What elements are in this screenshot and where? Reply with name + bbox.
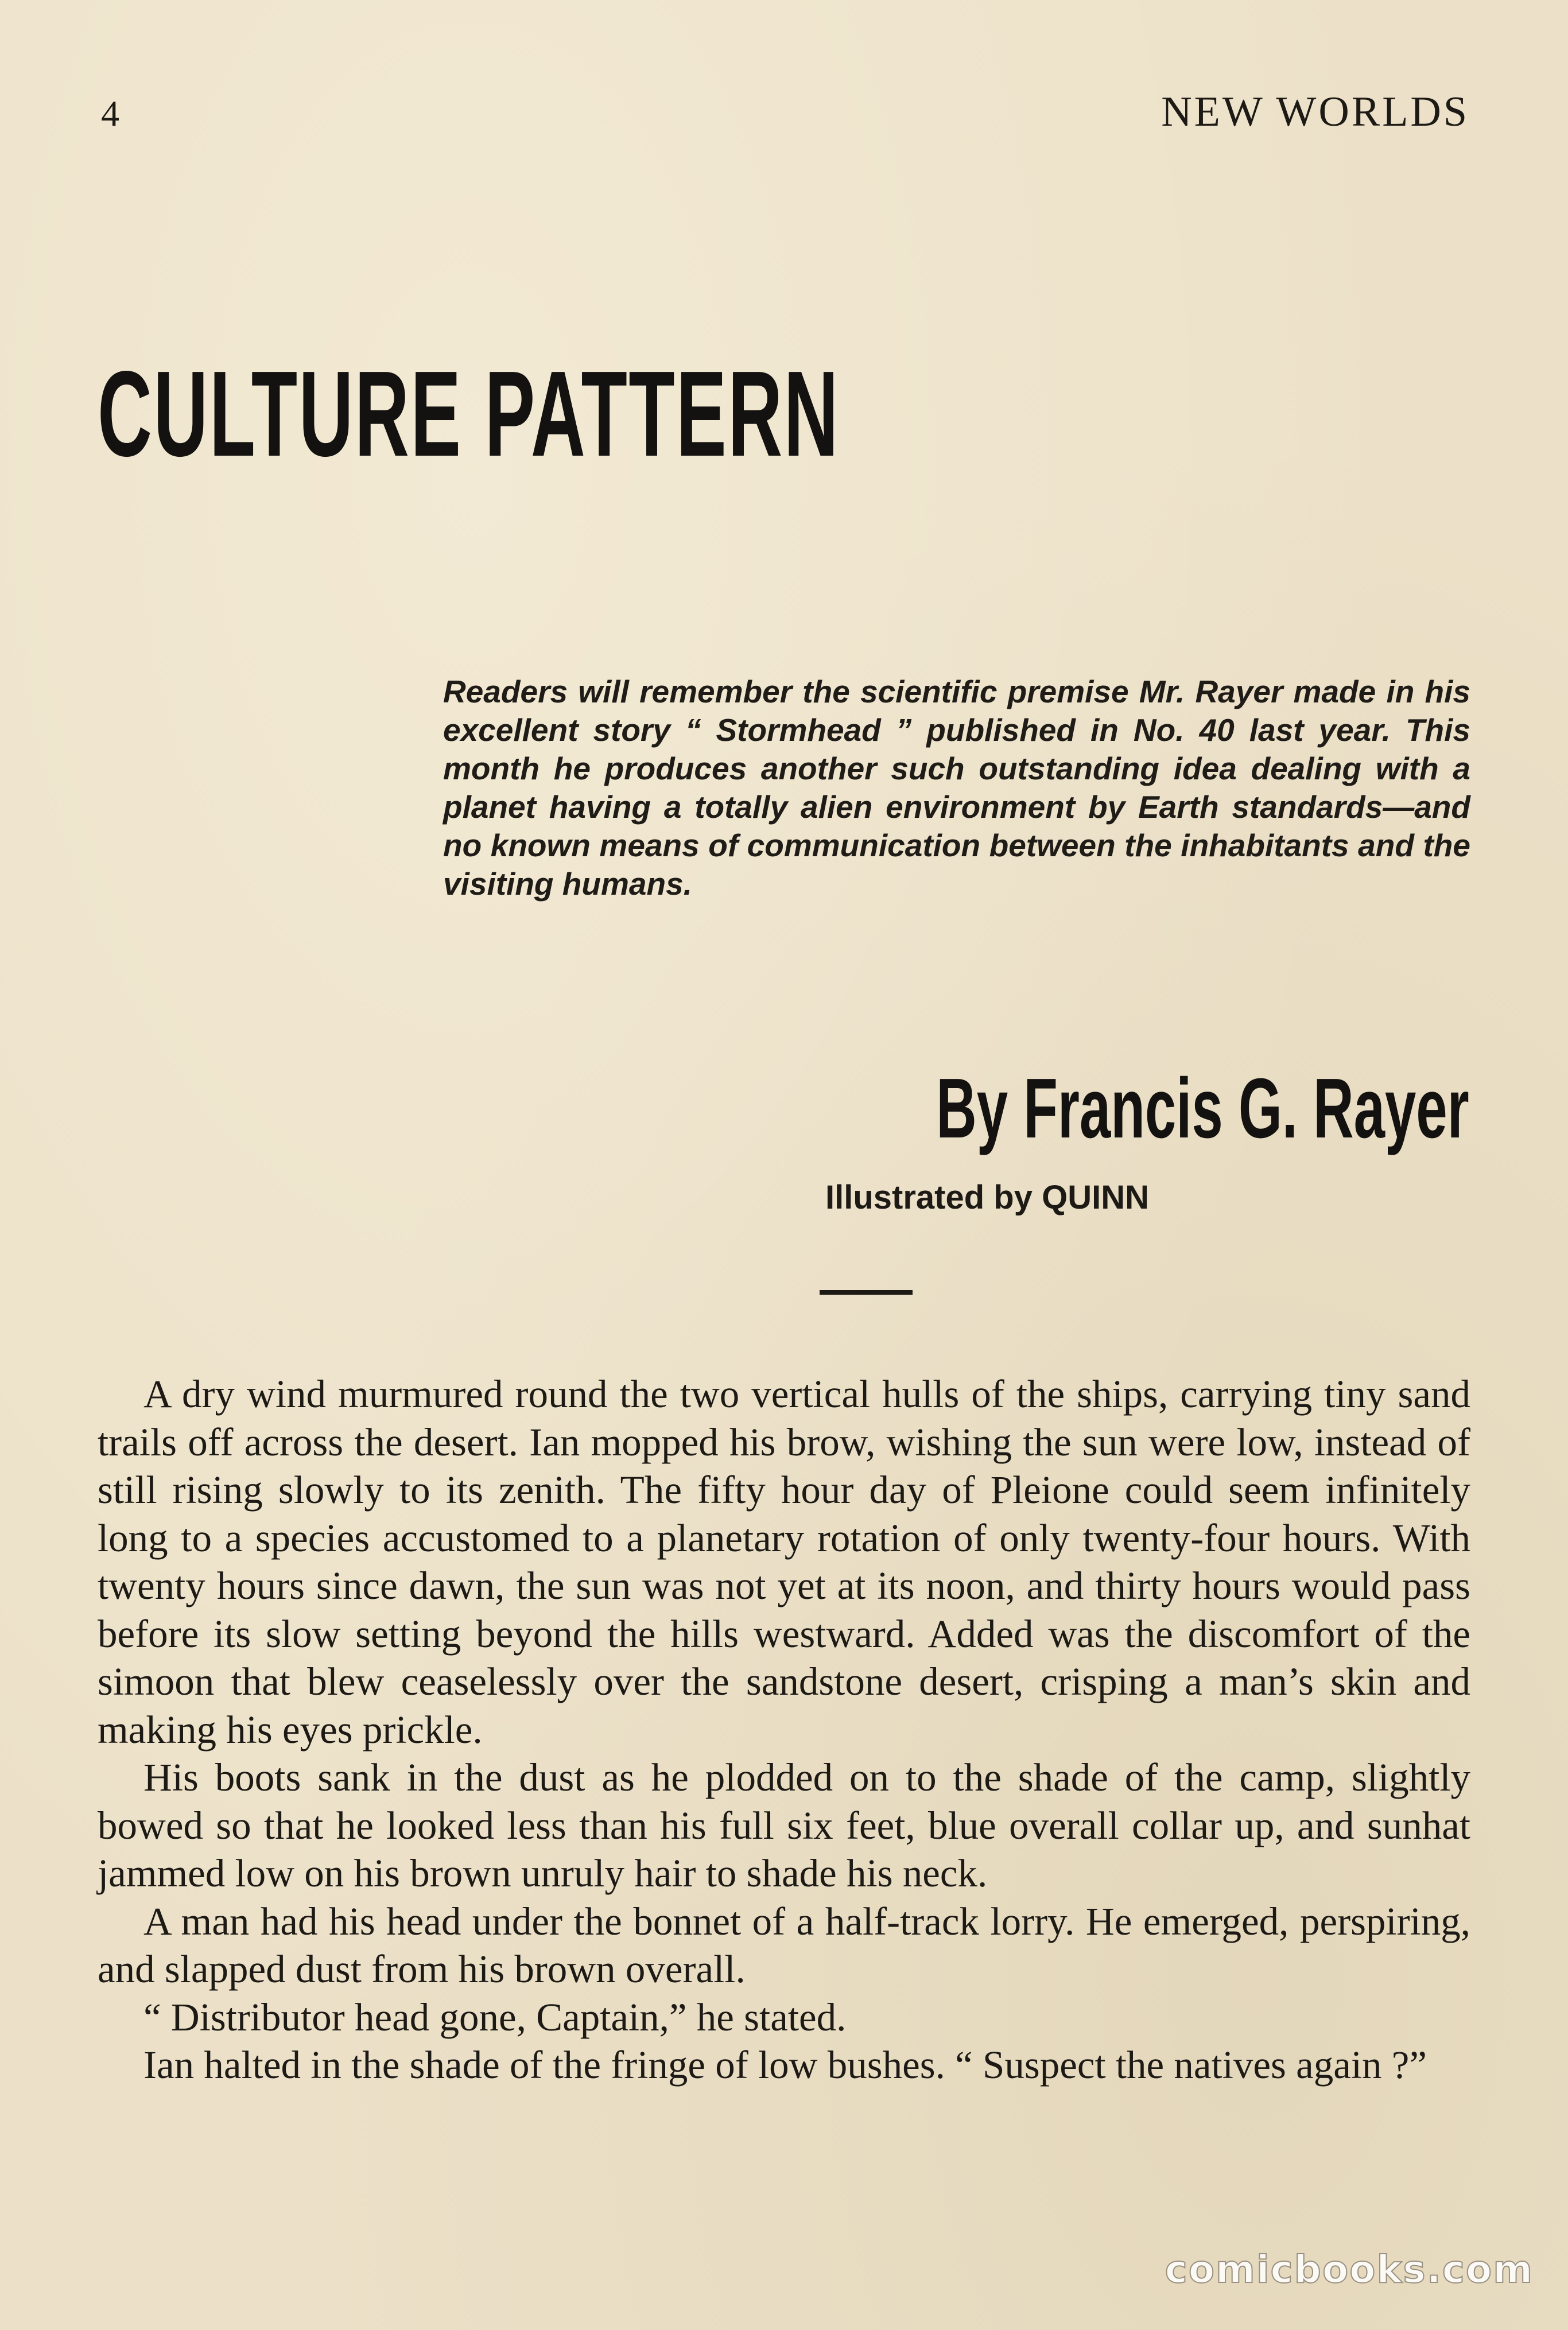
illustrator-credit: Illustrated by QUINN [825, 1179, 1149, 1216]
body-paragraph: His boots sank in the dust as he plodded on to the shade of the camp, slightly bowed so that he looked less than his full six feet, blue overall collar up, and sunhat jammed low on his brown unruly hair to shade his neck. [98, 1756, 1470, 1895]
watermark: comicbooks.com [1165, 2247, 1534, 2292]
author-byline: By Francis G. Rayer [936, 1061, 1469, 1156]
body-paragraph: A dry wind murmured round the two vertical hulls of the ships, carrying tiny sand trails off across the desert. Ian mopped his brow, wishing the sun were low, instead of still rising slowly to its zenith. The fifty hour day of Pleione could seem infinitely long to a species accustomed to a planetary rotation of only twenty-four hours. With twenty hours since dawn, the sun was not yet at its noon, and thirty hours would pass before its slow setting beyond the hills westward. Added was the discomfort of the simoon that blew ceaselessly over the sandstone desert, crisping a man’s skin and making his eyes prickle. [98, 1372, 1470, 1752]
story-body [98, 1370, 1470, 2090]
page-number: 4 [101, 93, 119, 134]
story-title: CULTURE PATTERN [98, 345, 840, 481]
magazine-title: NEW WORLDS [1161, 88, 1469, 135]
body-paragraph: Ian halted in the shade of the fringe of low bushes. “ Suspect the natives again ?” [143, 2043, 1427, 2087]
body-paragraph: “ Distributor head gone, Captain,” he stated. [143, 1995, 847, 2039]
story-blurb: Readers will remember the scientific premise Mr. Rayer made in his excellent story “ Stormhead ” published in No. 40 last year. This month he produces another such outstanding idea dealing with a planet having a totally alien environment by Earth standards—and no known means of communication between the inhabitants and the visiting humans. [443, 674, 1470, 902]
section-divider [820, 1290, 913, 1295]
body-paragraph: A man had his head under the bonnet of a half-track lorry. He emerged, perspiring, and slapped dust from his brown overall. [98, 1899, 1470, 1991]
